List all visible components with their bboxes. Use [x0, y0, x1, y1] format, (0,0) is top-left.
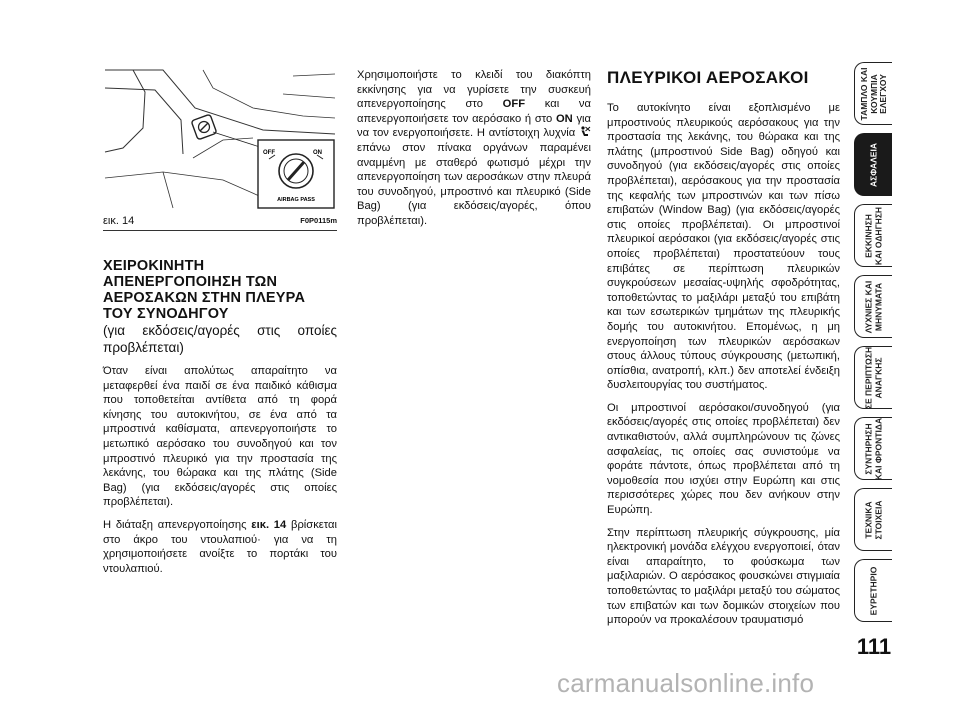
section-subtitle: (για εκδόσεις/αγορές στις οποίες προβλέπεται) [103, 323, 337, 355]
page-title: ΠΛΕΥΡΙΚΟΙ ΑΕΡΟΣΑΚΟΙ [607, 68, 809, 87]
tab-warning-lights[interactable] [854, 275, 892, 338]
tab-emergency[interactable] [854, 346, 892, 409]
tab-technical-data[interactable] [854, 488, 892, 551]
section-title-line-2: ΑΠΕΝΕΡΓΟΠΟΙΗΣΗ ΤΩΝ [103, 274, 278, 290]
page-number: 111 [856, 634, 892, 659]
section-title-line-3: ΑΕΡΟΣΑΚΩΝ ΣΤΗΝ ΠΛΕΥΡΑ [103, 290, 306, 306]
middle-column [357, 68, 591, 237]
watermark[interactable]: carmanualsonline.info [557, 668, 815, 698]
left-column [103, 258, 337, 584]
caption-rule [103, 230, 337, 231]
tab-label: ΣΥΝΤΗΡΗΣΗ ΚΑΙ ΦΡΟΝΤΙΔΑ [863, 417, 883, 480]
paragraph: Χρησιμοποιήστε το κλειδί του διακόπτη εκκίνησης για να γυρίσετε την συσκευή απενεργοποίησης στο OFF και να απενεργοποιήσετε τον αερόσακο ή στο ON για να τον ενεργοποιήσετε. Η αντίστοιχη λυχνία επάνω στον πίνακα οργάνων παραμένει αναμμένη με σταθερό φωτισμό μέχρι την απενεργοποίηση των αεροσάκων στην πλευρά του συνοδηγού, μπροστινό και πλευρικό (Side Bag) (για εκδόσεις/αγορές, όπου προβλέπεται). [357, 69, 592, 227]
paragraph: Η διάταξη απενεργοποίησης εικ. 14 βρίσκεται στο άκρο του ντουλαπιού· για να τη χρησιμοποιήσετε ανοίξτε το πορτάκι του ντουλαπιού. [103, 518, 337, 575]
figure-number: εικ. 14 [103, 215, 135, 227]
section-title-line-4: ΤΟΥ ΣΥΝΟΔΗΓΟΥ [103, 306, 229, 322]
figure-caption [103, 215, 337, 229]
label-airbag-pass: AIRBAG PASS [277, 197, 315, 203]
tab-starting-driving[interactable] [854, 204, 892, 267]
off-label: OFF [502, 98, 526, 111]
tab-label: ΑΣΦΑΛΕΙΑ [867, 142, 878, 187]
paragraph: Στην περίπτωση πλευρικής σύγκρουσης, μία ηλεκτρονική μονάδα ελέγχου ενεργοποιεί, όταν είναι απαραίτητο, το φούσκωμα των μαξιλαριών. Ο αερόσακος φουσκώνει στιγμιαία τοποθετώντας το μαξιλάρι μεταξύ του σώματος των επιβατών και των δομικών στοιχείων που μπορούν να προκαλέσουν τραυματισμό [607, 526, 840, 627]
section-title-line-1: ΧΕΙΡΟΚΙΝΗΤΗ [103, 258, 205, 274]
tab-maintenance[interactable] [854, 417, 892, 480]
paragraph: Όταν είναι απολύτως απαραίτητο να μεταφερθεί ένα παιδί σε ένα παιδικό κάθισμα που τοποθετείται αντίθετα από τη φορά κίνησης του αυτοκινήτου, σε ένα από τα μπροστινά καθίσματα, απενεργοποιήστε το μετωπικό αερόσακο του συνοδηγού και τον μπροστινό πλευρικό για την προστασία της λεκάνης, του θώρακα και της πλάτης (Side Bag) (για εκδόσεις/αγορές στις οποίες προβλέπεται). [103, 365, 337, 509]
tab-index[interactable] [854, 559, 892, 622]
tab-label: ΤΑΜΠΛΟ ΚΑΙ ΚΟΥΜΠΙΑ ΕΛΕΓΧΟΥ [858, 67, 888, 120]
label-off: OFF [263, 150, 275, 156]
glovebox-illustration [103, 68, 337, 210]
airbag-off-warning-icon [579, 126, 591, 137]
tab-label: ΕΚΚΙΝΗΣΗ ΚΑΙ ΟΔΗΓΗΣΗ [863, 206, 883, 265]
tab-label: ΤΕΧΝΙΚΑ ΣΤΟΙΧΕΙΑ [863, 500, 883, 539]
tab-safety[interactable] [854, 133, 892, 196]
tab-dashboard-controls[interactable] [854, 62, 892, 125]
right-column [607, 68, 840, 636]
label-on: ON [313, 150, 322, 156]
tab-label: ΕΥΡΕΤΗΡΙΟ [867, 566, 878, 615]
figure-reference: εικ. 14 [251, 518, 287, 531]
paragraph: Το αυτοκίνητο είναι εξοπλισμένο με μπροστινούς πλευρικούς αερόσακους για την προστασία της λεκάνης, του θώρακα και της πλάτης (μπροστινού Side Bag) οδηγού και συνοδηγού (για εκδόσεις/αγορές στις οποίες προβλέπεται), αερόσακους για την προστασία της κεφαλής των μπροστινών και των πίσω επιβατών (Window Bag) (για εκδόσεις/αγορές στις οποίες προβλέπεται). Οι μπροστινοί πλευρικοί αερόσακοι (για εκδόσεις/αγορές στις οποίες προβλέπεται) προστατεύουν τους επιβάτες σε περίπτωση πλευρικών συγκρούσεων μεσαίας-υψηλής σφοδρότητας, τοποθετώντας το μαξιλάρι μεταξύ του επιβάτη και των εσωτερικών τμημάτων της πλευρικής δομής του αυτοκινήτου. Επομένως, η μη ενεργοποίηση των πλευρικών αερόσακων στους άλλους τύπους σύγκρουσης (μετωπική, οπίσθια, ανατροπή, κλπ.) δεν αποτελεί ένδειξη δυσλειτουργίας του συστήματος. [607, 102, 840, 392]
chapter-tabs [854, 62, 894, 630]
figure-code: F0P0115m [300, 216, 337, 225]
tab-label: ΛΥΧΝΙΕΣ ΚΑΙ ΜΗΝΥΜΑΤΑ [863, 280, 883, 333]
on-label: ON [555, 112, 573, 125]
tab-label: ΣΕ ΠΕΡΙΠΤΩΣΗ ΑΝΑΓΚΗΣ [863, 346, 883, 409]
paragraph: Οι μπροστινοί αερόσακοι/συνοδηγού (για εκδόσεις/αγορές στις οποίες προβλέπεται) δεν αντικαθιστούν, αλλά συμπληρώνουν τις ζώνες ασφαλείας, τις οποίες σας συνιστούμε να φοράτε πάντοτε, όπως προβλέπεται από τη νομοθεσία που ισχύει στην Ευρώπη και στις περισσότερες χώρες που δεν ανήκουν στην Ευρώπη. [607, 401, 840, 517]
figure-airbag-switch [103, 68, 337, 210]
